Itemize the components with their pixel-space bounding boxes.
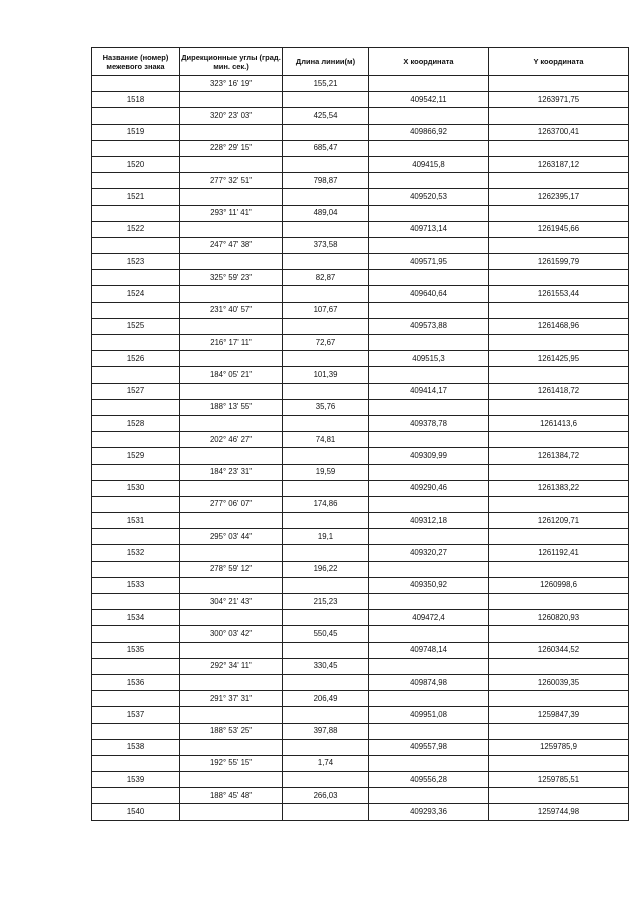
cell-x-coordinate: 409515,3: [369, 351, 489, 367]
cell-direction-angle: [180, 92, 283, 108]
table-row: [92, 108, 629, 124]
cell-line-length: 425,54: [283, 108, 369, 124]
table-row: [92, 351, 629, 367]
cell-marker-name: [92, 691, 180, 707]
header-line-length: Длина линии(м): [283, 48, 369, 76]
table-row: [92, 92, 629, 108]
cell-direction-angle: [180, 448, 283, 464]
cell-y-coordinate: [489, 173, 629, 189]
header-x-coordinate: X координата: [369, 48, 489, 76]
table-row: [92, 383, 629, 399]
cell-marker-name: 1526: [92, 351, 180, 367]
table-row: [92, 302, 629, 318]
cell-marker-name: [92, 626, 180, 642]
cell-marker-name: [92, 788, 180, 804]
cell-direction-angle: 188° 45' 48": [180, 788, 283, 804]
table-row: [92, 480, 629, 496]
cell-marker-name: 1528: [92, 415, 180, 431]
cell-line-length: 196,22: [283, 561, 369, 577]
cell-direction-angle: 304° 21' 43": [180, 594, 283, 610]
cell-direction-angle: [180, 642, 283, 658]
cell-x-coordinate: 409520,53: [369, 189, 489, 205]
cell-line-length: [283, 92, 369, 108]
cell-line-length: [283, 383, 369, 399]
cell-direction-angle: [180, 513, 283, 529]
cell-x-coordinate: [369, 173, 489, 189]
cell-y-coordinate: 1261413,6: [489, 415, 629, 431]
cell-line-length: [283, 415, 369, 431]
cell-y-coordinate: [489, 723, 629, 739]
cell-x-coordinate: [369, 529, 489, 545]
cell-line-length: 397,88: [283, 723, 369, 739]
cell-x-coordinate: 409874,98: [369, 674, 489, 690]
table-row: [92, 140, 629, 156]
cell-y-coordinate: [489, 367, 629, 383]
cell-y-coordinate: 1260039,35: [489, 674, 629, 690]
header-y-coordinate: Y координата: [489, 48, 629, 76]
cell-x-coordinate: [369, 335, 489, 351]
cell-marker-name: 1518: [92, 92, 180, 108]
cell-direction-angle: 278° 59' 12": [180, 561, 283, 577]
cell-direction-angle: 277° 32' 51": [180, 173, 283, 189]
cell-line-length: [283, 189, 369, 205]
cell-direction-angle: [180, 415, 283, 431]
table-row: [92, 189, 629, 205]
cell-x-coordinate: 409640,64: [369, 286, 489, 302]
cell-line-length: 266,03: [283, 788, 369, 804]
cell-direction-angle: 216° 17' 11": [180, 335, 283, 351]
table-row: [92, 755, 629, 771]
cell-y-coordinate: 1261553,44: [489, 286, 629, 302]
cell-marker-name: 1521: [92, 189, 180, 205]
cell-y-coordinate: [489, 529, 629, 545]
cell-x-coordinate: 409472,4: [369, 610, 489, 626]
cell-marker-name: 1519: [92, 124, 180, 140]
cell-line-length: [283, 707, 369, 723]
cell-direction-angle: [180, 739, 283, 755]
cell-y-coordinate: [489, 399, 629, 415]
cell-y-coordinate: [489, 464, 629, 480]
cell-x-coordinate: 409378,78: [369, 415, 489, 431]
cell-direction-angle: 231° 40' 57": [180, 302, 283, 318]
cell-line-length: [283, 448, 369, 464]
cell-line-length: [283, 286, 369, 302]
cell-y-coordinate: [489, 302, 629, 318]
cell-y-coordinate: 1259785,51: [489, 772, 629, 788]
cell-direction-angle: [180, 286, 283, 302]
table-row: [92, 415, 629, 431]
table-row: [92, 318, 629, 334]
cell-x-coordinate: 409350,92: [369, 577, 489, 593]
cell-direction-angle: 228° 29' 15": [180, 140, 283, 156]
table-row: [92, 513, 629, 529]
cell-x-coordinate: 409542,11: [369, 92, 489, 108]
table-row: [92, 156, 629, 172]
cell-direction-angle: [180, 804, 283, 820]
cell-y-coordinate: 1261384,72: [489, 448, 629, 464]
cell-marker-name: [92, 140, 180, 156]
cell-marker-name: [92, 173, 180, 189]
cell-x-coordinate: 409293,36: [369, 804, 489, 820]
cell-direction-angle: [180, 156, 283, 172]
table-row: [92, 529, 629, 545]
cell-direction-angle: [180, 480, 283, 496]
cell-x-coordinate: [369, 626, 489, 642]
cell-line-length: [283, 642, 369, 658]
cell-marker-name: 1539: [92, 772, 180, 788]
table-row: [92, 221, 629, 237]
cell-line-length: 72,67: [283, 335, 369, 351]
cell-y-coordinate: 1261425,95: [489, 351, 629, 367]
table-row: [92, 739, 629, 755]
cell-marker-name: 1522: [92, 221, 180, 237]
cell-direction-angle: 300° 03' 42": [180, 626, 283, 642]
cell-direction-angle: 188° 13' 55": [180, 399, 283, 415]
cell-direction-angle: 192° 55' 15": [180, 755, 283, 771]
table-row: [92, 674, 629, 690]
table-row: [92, 237, 629, 253]
cell-line-length: [283, 739, 369, 755]
cell-x-coordinate: 409290,46: [369, 480, 489, 496]
cell-y-coordinate: 1261383,22: [489, 480, 629, 496]
table-row: [92, 173, 629, 189]
cell-marker-name: [92, 755, 180, 771]
cell-marker-name: [92, 367, 180, 383]
table-row: [92, 723, 629, 739]
cell-marker-name: 1540: [92, 804, 180, 820]
cell-marker-name: [92, 108, 180, 124]
cell-line-length: 101,39: [283, 367, 369, 383]
cell-y-coordinate: 1261209,71: [489, 513, 629, 529]
cell-x-coordinate: 409951,08: [369, 707, 489, 723]
cell-line-length: 489,04: [283, 205, 369, 221]
table-row: [92, 642, 629, 658]
cell-y-coordinate: [489, 140, 629, 156]
cell-x-coordinate: [369, 399, 489, 415]
table-row: [92, 367, 629, 383]
cell-line-length: [283, 318, 369, 334]
cell-y-coordinate: 1261418,72: [489, 383, 629, 399]
cell-direction-angle: 247° 47' 38": [180, 237, 283, 253]
cell-line-length: [283, 351, 369, 367]
cell-line-length: [283, 545, 369, 561]
table-row: [92, 594, 629, 610]
cell-line-length: 174,86: [283, 496, 369, 512]
cell-x-coordinate: 409557,98: [369, 739, 489, 755]
cell-direction-angle: 320° 23' 03": [180, 108, 283, 124]
cell-line-length: 798,87: [283, 173, 369, 189]
cell-line-length: 107,67: [283, 302, 369, 318]
cell-line-length: 74,81: [283, 432, 369, 448]
cell-line-length: [283, 674, 369, 690]
cell-direction-angle: [180, 674, 283, 690]
table-row: [92, 464, 629, 480]
cell-y-coordinate: [489, 561, 629, 577]
cell-marker-name: [92, 399, 180, 415]
cell-y-coordinate: [489, 658, 629, 674]
cell-x-coordinate: [369, 302, 489, 318]
table-row: [92, 804, 629, 820]
cell-x-coordinate: [369, 237, 489, 253]
cell-direction-angle: [180, 221, 283, 237]
cell-y-coordinate: 1259785,9: [489, 739, 629, 755]
cell-direction-angle: 184° 05' 21": [180, 367, 283, 383]
boundary-markers-table: [91, 47, 629, 821]
table-row: [92, 432, 629, 448]
table-row: [92, 772, 629, 788]
cell-x-coordinate: [369, 496, 489, 512]
cell-direction-angle: 292° 34' 11": [180, 658, 283, 674]
cell-line-length: 82,87: [283, 270, 369, 286]
table-row: [92, 626, 629, 642]
cell-x-coordinate: [369, 691, 489, 707]
cell-direction-angle: 323° 16' 19": [180, 76, 283, 92]
cell-line-length: [283, 480, 369, 496]
table-body: [92, 76, 629, 821]
cell-x-coordinate: [369, 788, 489, 804]
cell-marker-name: 1538: [92, 739, 180, 755]
cell-y-coordinate: 1259847,39: [489, 707, 629, 723]
cell-y-coordinate: 1262395,17: [489, 189, 629, 205]
cell-y-coordinate: 1261599,79: [489, 254, 629, 270]
cell-direction-angle: 293° 11' 41": [180, 205, 283, 221]
cell-x-coordinate: [369, 723, 489, 739]
table-row: [92, 205, 629, 221]
cell-marker-name: [92, 76, 180, 92]
cell-x-coordinate: [369, 594, 489, 610]
cell-marker-name: [92, 432, 180, 448]
cell-line-length: 373,58: [283, 237, 369, 253]
cell-x-coordinate: 409312,18: [369, 513, 489, 529]
header-marker-name: Название (номер) межевого знака: [92, 48, 180, 76]
cell-direction-angle: [180, 318, 283, 334]
cell-x-coordinate: [369, 561, 489, 577]
cell-marker-name: [92, 464, 180, 480]
table-row: [92, 707, 629, 723]
cell-marker-name: [92, 594, 180, 610]
cell-line-length: [283, 772, 369, 788]
cell-direction-angle: [180, 772, 283, 788]
cell-direction-angle: [180, 189, 283, 205]
cell-y-coordinate: 1263187,12: [489, 156, 629, 172]
cell-direction-angle: 184° 23' 31": [180, 464, 283, 480]
cell-x-coordinate: [369, 367, 489, 383]
cell-marker-name: [92, 270, 180, 286]
cell-y-coordinate: [489, 496, 629, 512]
table-row: [92, 496, 629, 512]
cell-y-coordinate: [489, 626, 629, 642]
cell-marker-name: 1520: [92, 156, 180, 172]
cell-direction-angle: [180, 707, 283, 723]
cell-marker-name: [92, 302, 180, 318]
table-row: [92, 561, 629, 577]
cell-y-coordinate: 1260998,6: [489, 577, 629, 593]
cell-y-coordinate: [489, 755, 629, 771]
cell-x-coordinate: 409414,17: [369, 383, 489, 399]
cell-marker-name: 1537: [92, 707, 180, 723]
cell-x-coordinate: [369, 755, 489, 771]
cell-y-coordinate: 1263971,75: [489, 92, 629, 108]
cell-x-coordinate: 409320,27: [369, 545, 489, 561]
cell-x-coordinate: 409415,8: [369, 156, 489, 172]
table-row: [92, 545, 629, 561]
cell-direction-angle: 325° 59' 23": [180, 270, 283, 286]
cell-y-coordinate: 1260344,52: [489, 642, 629, 658]
cell-y-coordinate: [489, 335, 629, 351]
cell-marker-name: [92, 529, 180, 545]
cell-line-length: [283, 577, 369, 593]
cell-y-coordinate: 1261192,41: [489, 545, 629, 561]
cell-x-coordinate: [369, 658, 489, 674]
cell-x-coordinate: 409573,88: [369, 318, 489, 334]
cell-line-length: [283, 221, 369, 237]
cell-y-coordinate: 1260820,93: [489, 610, 629, 626]
cell-line-length: [283, 610, 369, 626]
header-direction-angle: Дирекционные углы (град. мин. сек.): [180, 48, 283, 76]
cell-x-coordinate: [369, 205, 489, 221]
cell-direction-angle: 291° 37' 31": [180, 691, 283, 707]
cell-y-coordinate: 1259744,98: [489, 804, 629, 820]
table-row: [92, 610, 629, 626]
cell-direction-angle: [180, 545, 283, 561]
table-row: [92, 448, 629, 464]
cell-x-coordinate: [369, 108, 489, 124]
cell-x-coordinate: 409571,95: [369, 254, 489, 270]
cell-line-length: 685,47: [283, 140, 369, 156]
cell-direction-angle: [180, 124, 283, 140]
cell-x-coordinate: [369, 140, 489, 156]
cell-y-coordinate: [489, 237, 629, 253]
cell-marker-name: 1530: [92, 480, 180, 496]
cell-line-length: 206,49: [283, 691, 369, 707]
cell-direction-angle: [180, 254, 283, 270]
table-header-row: [92, 48, 629, 76]
cell-line-length: 35,76: [283, 399, 369, 415]
cell-x-coordinate: 409556,28: [369, 772, 489, 788]
cell-y-coordinate: [489, 432, 629, 448]
cell-y-coordinate: [489, 594, 629, 610]
table-row: [92, 76, 629, 92]
table-row: [92, 577, 629, 593]
cell-y-coordinate: 1263700,41: [489, 124, 629, 140]
cell-marker-name: [92, 237, 180, 253]
cell-direction-angle: [180, 577, 283, 593]
cell-line-length: 330,45: [283, 658, 369, 674]
cell-marker-name: [92, 561, 180, 577]
table-row: [92, 254, 629, 270]
table-row: [92, 335, 629, 351]
cell-x-coordinate: 409866,92: [369, 124, 489, 140]
cell-marker-name: 1529: [92, 448, 180, 464]
cell-line-length: 215,23: [283, 594, 369, 610]
cell-x-coordinate: 409713,14: [369, 221, 489, 237]
cell-marker-name: 1527: [92, 383, 180, 399]
cell-x-coordinate: [369, 464, 489, 480]
cell-marker-name: [92, 658, 180, 674]
cell-marker-name: 1532: [92, 545, 180, 561]
cell-y-coordinate: [489, 691, 629, 707]
cell-direction-angle: [180, 351, 283, 367]
cell-marker-name: 1536: [92, 674, 180, 690]
cell-line-length: [283, 156, 369, 172]
cell-line-length: [283, 254, 369, 270]
cell-line-length: 550,45: [283, 626, 369, 642]
cell-marker-name: 1525: [92, 318, 180, 334]
cell-marker-name: [92, 205, 180, 221]
cell-y-coordinate: [489, 788, 629, 804]
cell-line-length: [283, 124, 369, 140]
cell-y-coordinate: [489, 108, 629, 124]
cell-marker-name: 1524: [92, 286, 180, 302]
table-row: [92, 270, 629, 286]
cell-direction-angle: [180, 610, 283, 626]
cell-y-coordinate: [489, 270, 629, 286]
table-row: [92, 691, 629, 707]
cell-x-coordinate: 409748,14: [369, 642, 489, 658]
cell-marker-name: [92, 335, 180, 351]
cell-y-coordinate: [489, 205, 629, 221]
cell-line-length: 19,1: [283, 529, 369, 545]
cell-y-coordinate: [489, 76, 629, 92]
cell-line-length: 19,59: [283, 464, 369, 480]
cell-direction-angle: 188° 53' 25": [180, 723, 283, 739]
cell-x-coordinate: [369, 76, 489, 92]
table-row: [92, 399, 629, 415]
cell-line-length: 155,21: [283, 76, 369, 92]
cell-direction-angle: 295° 03' 44": [180, 529, 283, 545]
cell-marker-name: 1533: [92, 577, 180, 593]
cell-x-coordinate: [369, 270, 489, 286]
table-row: [92, 788, 629, 804]
cell-marker-name: 1535: [92, 642, 180, 658]
coordinates-sheet: [91, 47, 628, 821]
cell-marker-name: [92, 496, 180, 512]
cell-direction-angle: 277° 06' 07": [180, 496, 283, 512]
table-row: [92, 286, 629, 302]
table-row: [92, 658, 629, 674]
cell-y-coordinate: 1261468,96: [489, 318, 629, 334]
cell-marker-name: [92, 723, 180, 739]
cell-marker-name: 1523: [92, 254, 180, 270]
cell-x-coordinate: [369, 432, 489, 448]
cell-line-length: 1,74: [283, 755, 369, 771]
cell-line-length: [283, 513, 369, 529]
cell-direction-angle: 202° 46' 27": [180, 432, 283, 448]
cell-x-coordinate: 409309,99: [369, 448, 489, 464]
cell-marker-name: 1531: [92, 513, 180, 529]
cell-marker-name: 1534: [92, 610, 180, 626]
table-row: [92, 124, 629, 140]
cell-direction-angle: [180, 383, 283, 399]
cell-line-length: [283, 804, 369, 820]
cell-y-coordinate: 1261945,66: [489, 221, 629, 237]
